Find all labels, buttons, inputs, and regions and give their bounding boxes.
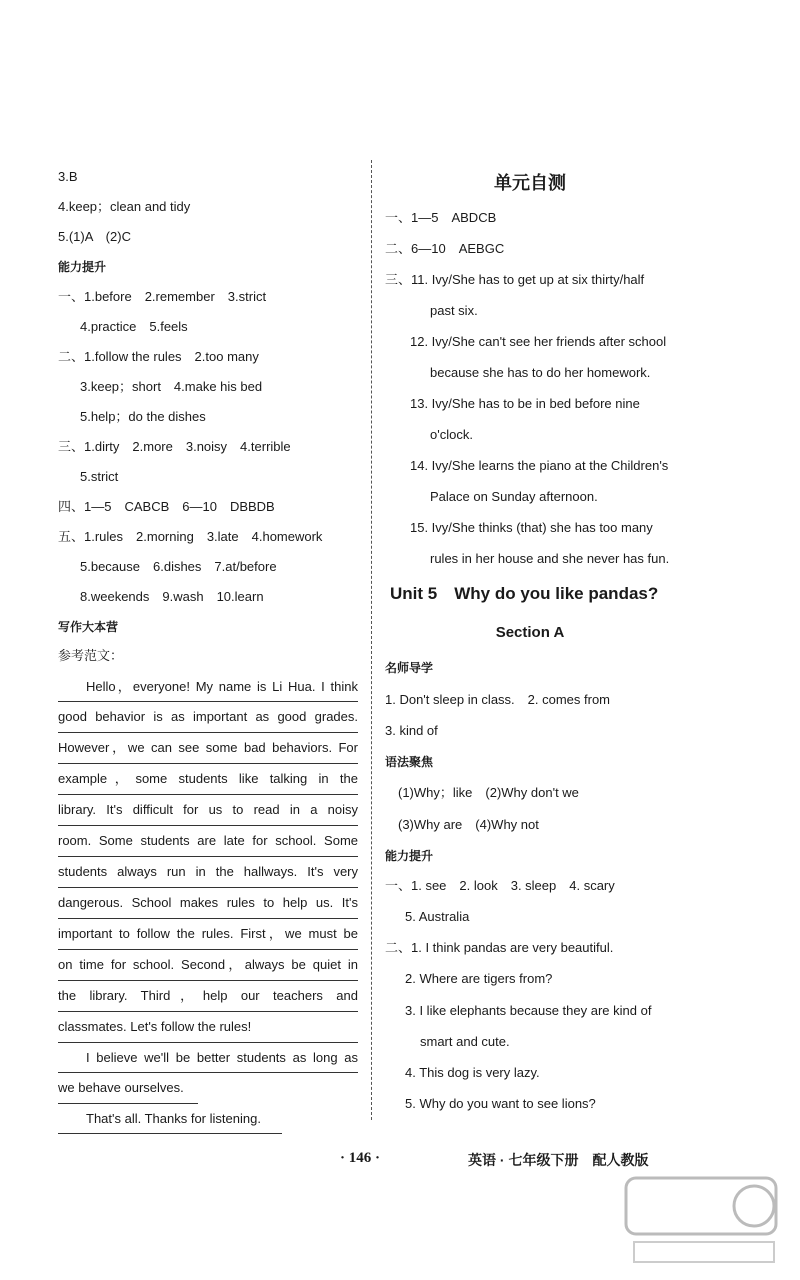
answer-line: 2. Where are tigers from? [405, 971, 553, 986]
answer-line: 二、1. I think pandas are very beautiful. [385, 940, 614, 955]
page-number: · 146 · [340, 1150, 381, 1166]
answer-line: 五、1.rules 2.morning 3.late 4.homework [58, 529, 323, 544]
answer-line: 四、1—5 CABCB 6—10 DBBDB [58, 499, 275, 514]
answer-line: 3.keep；short 4.make his bed [80, 379, 263, 394]
answer-line: (1)Why；like (2)Why don't we [398, 785, 579, 800]
essay-line: However，we can see some bad behaviors. For [58, 733, 358, 764]
answer-line: 5.because 6.dishes 7.at/before [80, 559, 277, 574]
essay-line: That's all. Thanks for listening. [58, 1104, 282, 1134]
essay-line: example，some students like talking in the [58, 764, 358, 795]
essay-line: the library. Third，help our teachers and [58, 981, 358, 1012]
answer-line: 5. Australia [405, 909, 470, 924]
section-title: Section A [495, 624, 565, 641]
answer-line: 5.(1)A (2)C [58, 229, 131, 244]
answer-line: 二、1.follow the rules 2.too many [58, 349, 259, 364]
essay-line: Hello，everyone! My name is Li Hua. I think [58, 672, 358, 702]
answer-line: 4.practice 5.feels [80, 319, 188, 334]
answer-line: 4.keep；clean and tidy [58, 199, 191, 214]
answer-line: 一、1—5 ABDCB [385, 210, 497, 225]
answer-line: 三、11. Ivy/She has to get up at six thirty/half [385, 272, 645, 287]
grammar-heading: 语法聚焦 [385, 755, 434, 769]
essay-line: we behave ourselves. [58, 1073, 198, 1104]
essay-line: important to follow the rules. First，we must be [58, 919, 358, 950]
answer-line: Palace on Sunday afternoon. [430, 489, 598, 504]
essay-line: library. It's difficult for us to read in a noisy [58, 795, 358, 826]
answer-line: 12. Ivy/She can't see her friends after school [410, 334, 667, 349]
essay-line: good behavior is as important as good grades. [58, 702, 358, 733]
answer-line: 14. Ivy/She learns the piano at the Children's [410, 458, 669, 473]
ability-heading: 能力提升 [58, 260, 107, 274]
answer-line: 15. Ivy/She thinks (that) she has too many [410, 520, 653, 535]
essay-line: students always run in the hallways. It's very [58, 857, 358, 888]
answer-line: past six. [430, 303, 478, 318]
reference-label: 参考范文： [58, 648, 124, 663]
answer-line: 13. Ivy/She has to be in bed before nine [410, 396, 640, 411]
answer-line: 3.B [58, 169, 78, 184]
book-info: 英语 · 七年级下册 配人教版 [468, 1152, 649, 1168]
answer-line: smart and cute. [420, 1034, 510, 1049]
answer-line: rules in her house and she never has fun. [430, 551, 670, 566]
teacher-heading: 名师导学 [385, 661, 434, 675]
answer-line: 3. I like elephants because they are kind of [405, 1003, 652, 1018]
answer-line: (3)Why are (4)Why not [398, 817, 539, 832]
answer-line: 二、6—10 AEBGC [385, 241, 505, 256]
answer-line: 8.weekends 9.wash 10.learn [80, 589, 264, 604]
answer-line: o'clock. [430, 427, 473, 442]
essay-line: room. Some students are late for school. Some [58, 826, 358, 857]
writing-heading: 写作大本营 [58, 620, 119, 634]
essay-line: classmates. Let's follow the rules! [58, 1012, 358, 1043]
answer-line: 三、1.dirty 2.more 3.noisy 4.terrible [58, 439, 291, 454]
stamp-logo-icon [620, 1170, 780, 1270]
essay-line: I believe we'll be better students as long as [58, 1043, 358, 1073]
unit-title: Unit 5 Why do you like pandas? [390, 584, 659, 603]
sample-essay [58, 672, 358, 1134]
answer-line: 4. This dog is very lazy. [405, 1065, 540, 1080]
essay-line: dangerous. School makes rules to help us. It's [58, 888, 358, 919]
answer-line: 5.strict [80, 469, 119, 484]
essay-line: on time for school. Second，always be quiet in [58, 950, 358, 981]
ability-heading: 能力提升 [385, 849, 434, 863]
answer-line: 1. Don't sleep in class. 2. comes from [385, 692, 611, 707]
answer-line: 一、1. see 2. look 3. sleep 4. scary [385, 878, 615, 893]
answer-line: 3. kind of [385, 723, 438, 738]
answer-line: because she has to do her homework. [430, 365, 651, 380]
watermark-logo: ⁠ [107, 735, 113, 796]
answer-line: 5. Why do you want to see lions? [405, 1096, 596, 1111]
column-divider [371, 160, 372, 1120]
answer-line: 5.help；do the dishes [80, 409, 206, 424]
unit-test-title: 单元自测 [494, 173, 566, 193]
answer-line: 一、1.before 2.remember 3.strict [58, 289, 267, 304]
